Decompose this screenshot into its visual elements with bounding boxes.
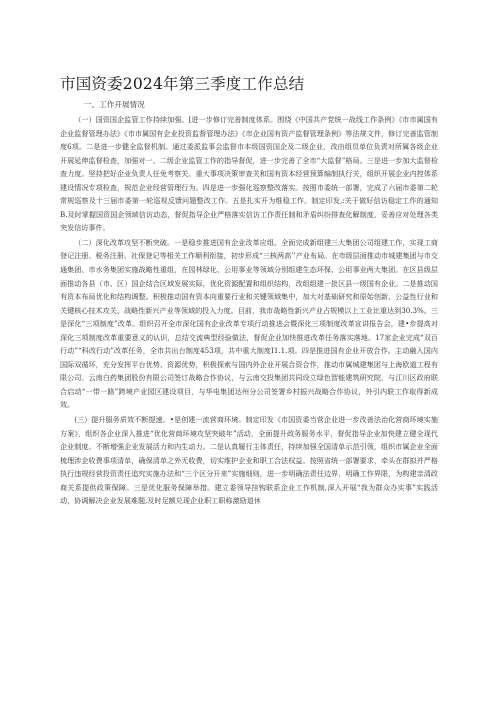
document-body: [60, 113, 438, 509]
paragraph-reform: （二）深化改革攻坚不断突破。一是稳步推进国有企业改革应组。全面完成新组建三大集团公司组建工作，实现工商登记注册、税务注册、社保登记等相关工作顺利衔接，初步形成“三核两高’’产业布局。在市级层面推动市城建集团与市交通集团、市水务集团实施战略性重组，在园林绿化、公用事业等领域分别组建生态环保、公用事业两大集团。在区县级层面推动各县（市、区）国企结合区域发展实际，优化资源配置和组织结构，改组组建一批区县一级国有企业。二是推动国有资本布局优化和结构调整。积极推动国有资本向重要行业和关键领域集中，加大对基础研究和原始创新、公益性行业和关键核心技术攻关、战略性新兴产业等领域的投入力度。目前，我市战略性新兴产业占规模以上工业比重达到30.3%。三是深化“三项制度”改革。组织召开全市深化国有企业改革专项行动推进会暨深化三项制度改革宣讲报告会，建•步提高对深化三项制度改革重要意义的认识，总结交流典型经验做法，督促企业加快推进改革任务落实落地。17家企业完成“双百行动”“科改行动”改革任务，全市共出台制度453项，共中重大制度I1.1.项。四是推进国有企业开放合作。主动融入国内国际双循环，充分发挥平台优势、资源优势，积极探索与国内外企业开展合资合作，推动市属城建集团与上海欧道工程有限公司、云南白药集团股份有限公司签订战略合作协议，与云南交投集团共同设立绿色智能建筑研究院，与江川区政府联合启动“一带一路”跨境产业园区建设项目，与华电集团达州分公司签署乡村振兴战略合作协议，外引内联工作取得新成效。: [60, 237, 438, 410]
section-heading: 一、工作开展情况: [84, 100, 145, 109]
document-title: 市国资委2024年第三季度工作总结: [60, 75, 305, 93]
paragraph-supervision: （一）国资国企监管工作持续加强。[进一步修订完善制度体系。围绕《中国共产党统一战线工作条例》《市市属国有企业监督管理办法》《市市属国有企业投资监督管理办法》《市企业国有资产监督管理条例》等法规文件，修订完善监管制度6项。二是进一步健全监督机制。通过委派监事会监督市本级国资国企及二级企业，改由组员单位负责对所属各级企业开展延伸监督检查，加强对一、二级企业监管工作的指导督促，进一步完善了全市“大监督”格局。三是进一步加大监督检查力度。坚持把好企业负责人任免考察关、重大事项决策审查关和国有资本经营预算编制执行关，组织开展企业内控体系建设情况专项检查，规范企业经营管理行为。四是进一步强化巡察整改落实。按照市委统一部署，完成了六届市委第二轮常规巡察及十三届市委第一轮巡视反馈问题整改工作。五是扎实开为维稳工作。制定印发,:关于做好信访稳定工作的通知B.及时掌握国资国企领域信访动态，督促指导企业严格落实信访工作责任制和矛盾纠纷排查化解制度，妥善应对处理各类突发信访事件。: [60, 115, 438, 233]
paragraph-service: (三）提升服务质效不断提速。•是创建一流营商环境。制定印发《市国资委当营企业进一步改善法治化营商环境实施方案》，组织各企业深入推进“优化营商环境攻坚突破年”活动，全面提升政务服务水平，督促指导企业加快建立健全现代企业制度。不断增强企业发展活力和内生动力。二是认真履行主体责任，持续加强全国清单示范引领，组织市属企业全面梳理涉企收费事项清单，确保清单之外无收费，切实维护企业和职工合法权益。按照省统一部署要求，牵头在群拟并严格执行违规经营投资责任追究实施办法和“三个区分开来”实施细则，进一步明确法责任边界，明确工作界限，为构建亲清政商关系提供政策保障。三是优化服务保障举措。建立委领导挂钩联系企业工作机制,深入开展“我为群众办实事”实践活动，协调解决企业发展难题,及时足额兑现企业职工职称激励退休: [60, 415, 438, 506]
